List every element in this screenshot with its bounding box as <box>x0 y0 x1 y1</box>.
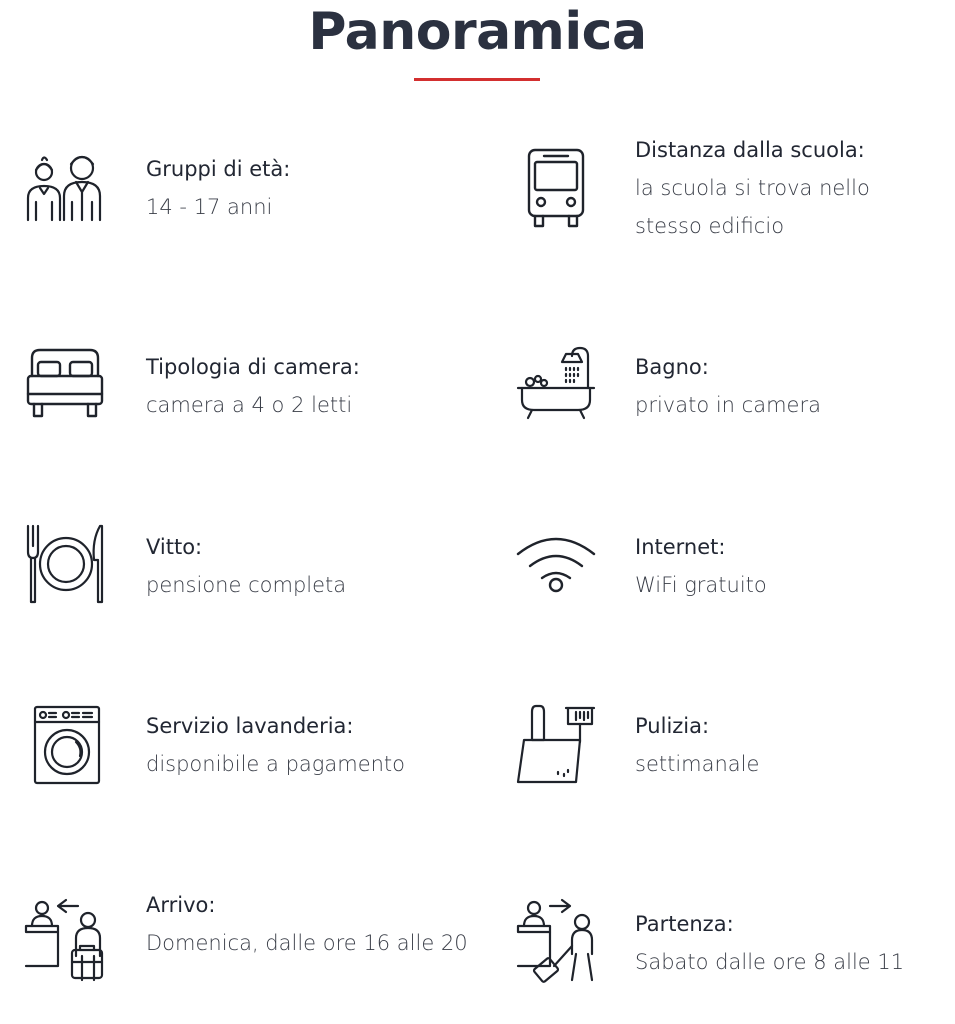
plate-cutlery-icon <box>24 522 108 608</box>
wifi-icon <box>514 534 598 596</box>
page-title: Panoramica <box>308 2 647 62</box>
item-label: Arrivo: <box>146 893 216 917</box>
cleaning-icon <box>514 702 598 786</box>
people-icon <box>24 150 108 224</box>
arrival-icon <box>24 896 108 984</box>
item-value: pensione completa <box>146 573 347 597</box>
item-label: Pulizia: <box>635 714 710 738</box>
bathtub-icon <box>514 344 598 424</box>
item-label: Partenza: <box>635 912 734 936</box>
item-value: 14 - 17 anni <box>146 195 273 219</box>
item-label: Bagno: <box>635 355 709 379</box>
washing-machine-icon <box>32 704 102 786</box>
item-value: Sabato dalle ore 8 alle 11 <box>635 950 905 974</box>
bed-icon <box>24 346 106 422</box>
departure-icon <box>514 896 598 984</box>
item-value: camera a 4 o 2 letti <box>146 393 353 417</box>
item-label: Internet: <box>635 535 726 559</box>
item-value: disponibile a pagamento <box>146 752 406 776</box>
item-label: Servizio lavanderia: <box>146 714 354 738</box>
item-label: Distanza dalla scuola: <box>635 138 865 162</box>
item-value: Domenica, dalle ore 16 alle 20 <box>146 931 468 955</box>
item-value: WiFi gratuito <box>635 573 767 597</box>
item-label: Tipologia di camera: <box>146 355 360 379</box>
title-underline <box>414 78 540 81</box>
item-value: settimanale <box>635 752 760 776</box>
item-value: privato in camera <box>635 393 821 417</box>
bus-icon <box>524 146 588 230</box>
item-label: Gruppi di età: <box>146 157 291 181</box>
item-label: Vitto: <box>146 535 203 559</box>
item-value: la scuola si trova nello stesso edificio <box>635 176 870 238</box>
